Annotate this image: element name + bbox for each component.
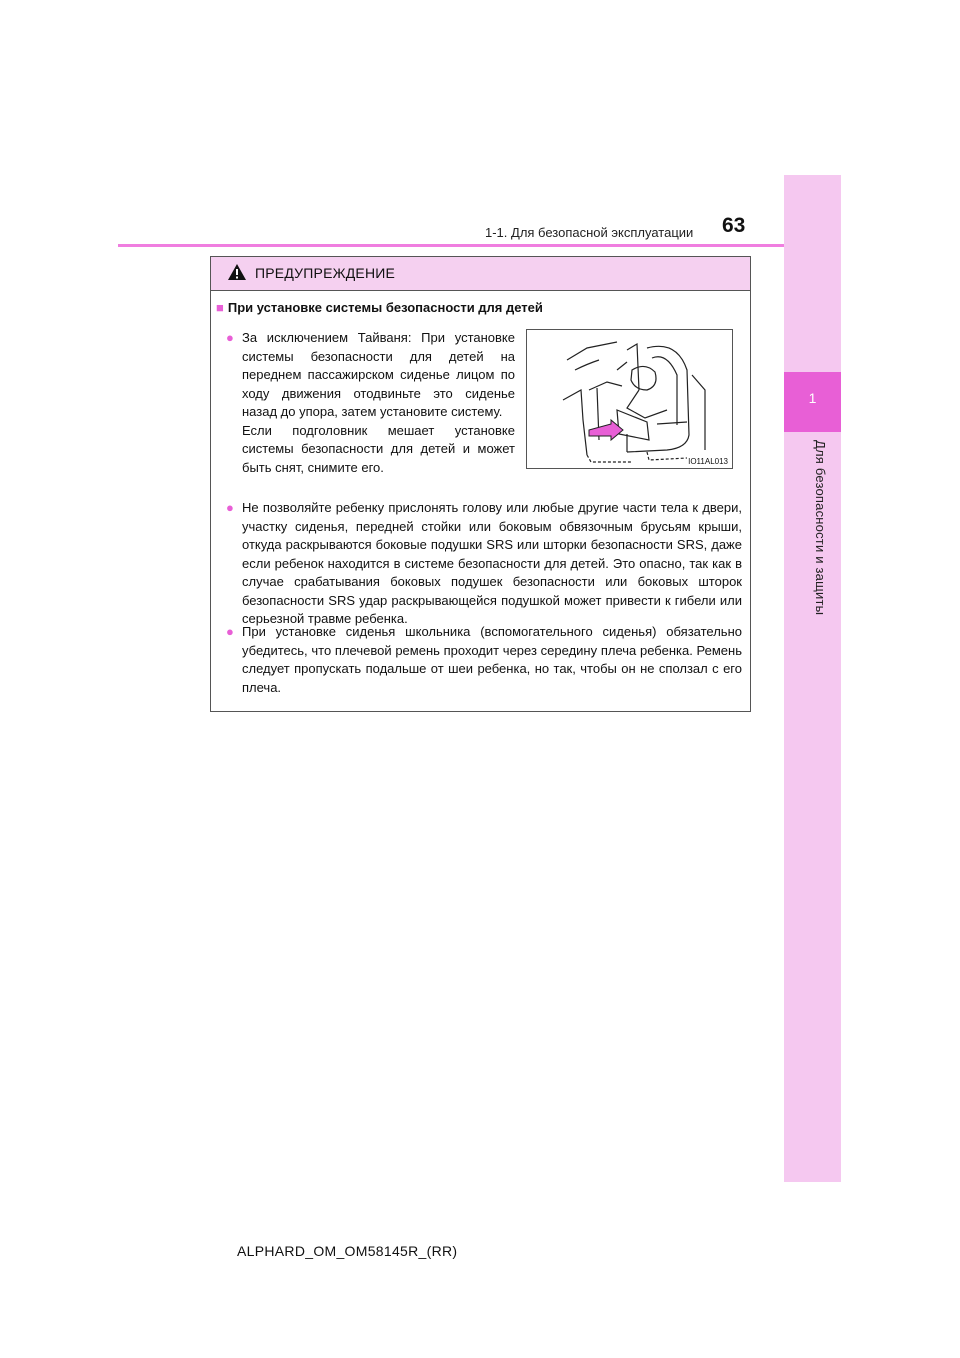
bullet-dot-icon: ● — [226, 500, 234, 515]
figure-code: IO11AL013 — [688, 457, 728, 466]
child-seat-illustration — [526, 329, 733, 469]
bullet-text: Не позволяйте ребенку прислонять голову или любые другие части тела к двери, участку сиденья, передней стойки или боковым обвязочным брусьям крыши, откуда раскрываются боковые подушки SRS или шторки безопасности SRS, даже если ребенок находится в системе безопасности для детей. Это опасно, так как в случае срабатывания боковых подушек безопасности или боковых шторок безопасности SRS удар раскрывающейся подушкой может привести к гибели или серьезной травме ребенка. — [242, 500, 742, 626]
section-header-title: 1-1. Для безопасной эксплуатации — [485, 225, 694, 240]
car-seat-drawing — [527, 330, 732, 468]
bullet-dot-icon: ● — [226, 624, 234, 639]
warning-header — [211, 257, 750, 291]
bullet-text: Если подголовник мешает установке системы безопасности для детей и может быть снят, снимите его. — [242, 422, 515, 475]
chapter-title: Для безопасности и защиты — [813, 440, 828, 616]
warning-triangle-icon — [227, 263, 247, 281]
section-title — [216, 300, 543, 315]
bullet-item — [226, 329, 515, 477]
bullet-text: За исключением Тайваня: При установке системы безопасности для детей на переднем пассажирском сиденье лицом по ходу движения отодвиньте это сиденье назад до упора, затем установите систему. — [242, 330, 515, 419]
document-id: ALPHARD_OM_OM58145R_(RR) — [237, 1243, 458, 1259]
chapter-number: 1 — [808, 390, 817, 406]
header-rule — [118, 244, 784, 247]
warning-box — [210, 256, 751, 712]
bullet-dot-icon: ● — [226, 330, 234, 345]
section-title-text: При установке системы безопасности для детей — [227, 300, 543, 315]
section-square-icon: ■ — [216, 300, 224, 315]
page-number: 63 — [722, 214, 746, 237]
warning-heading: ПРЕДУПРЕЖДЕНИЕ — [255, 265, 396, 281]
bullet-text: При установке сиденья школьника (вспомогательного сиденья) обязательно убедитесь, что плечевой ремень проходит через середину плеча ребенка. Ремень следует пропускать подальше от шеи ребенка, но так, чтобы он не сползал с его плеча. — [242, 624, 742, 695]
bullet-item — [226, 623, 742, 697]
bullet-item — [226, 499, 742, 629]
